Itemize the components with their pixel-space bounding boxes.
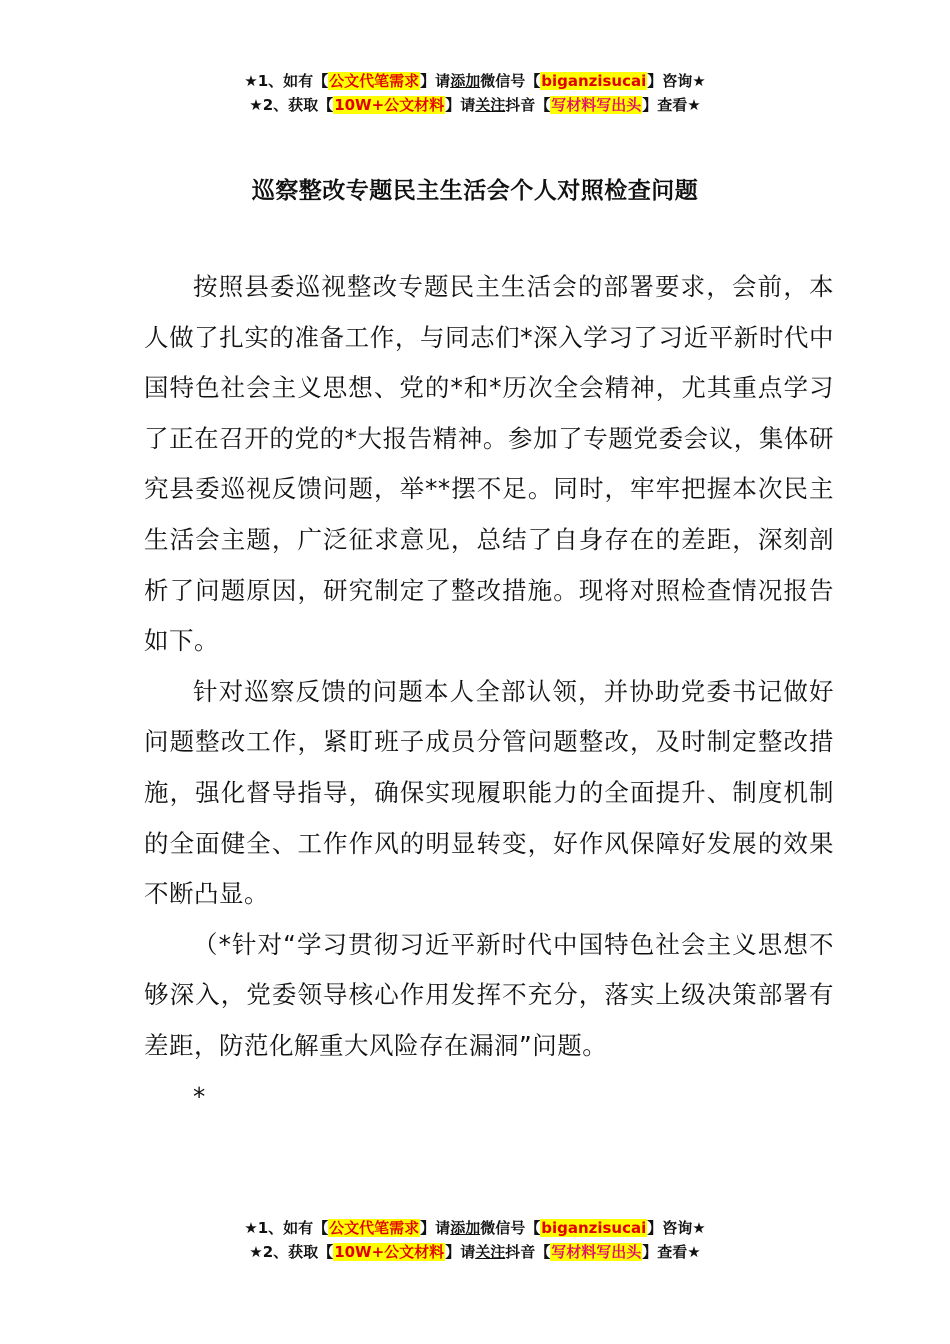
header-banner bbox=[0, 69, 950, 117]
banner-text: 】查看★ bbox=[642, 1243, 701, 1261]
banner-underline-follow: 关注 bbox=[475, 1243, 506, 1261]
banner-highlight-materials: 10W+公文材料 bbox=[334, 1243, 445, 1261]
banner-text: 】咨询★ bbox=[647, 72, 706, 90]
banner-highlight-douyin: 写材料写出头 bbox=[551, 1243, 642, 1261]
banner-text: 】请 bbox=[420, 1219, 451, 1237]
banner-underline-follow: 关注 bbox=[475, 96, 506, 114]
banner-text: 微信号【 bbox=[480, 1219, 541, 1237]
banner-text: ★1、如有【 bbox=[244, 72, 329, 90]
paragraph: 按照县委巡视整改专题民主生活会的部署要求，会前，本人做了扎实的准备工作，与同志们*深入学习了习近平新时代中国特色社会主义思想、党的*和*历次全会精神，尤其重点学习了正在召开的党的*大报告精神。参加了专题党委会议，集体研究县委巡视反馈问题，举**摆不足。同时，牢牢把握本次民主生活会主题，广泛征求意见，总结了自身存在的差距，深刻剖析了问题原因，研究制定了整改措施。现将对照检查情况报告如下。 bbox=[144, 272, 834, 656]
banner-highlight-service: 公文代笔需求 bbox=[329, 1219, 420, 1237]
banner-text: 抖音【 bbox=[505, 1243, 551, 1261]
paragraph: 针对巡察反馈的问题本人全部认领，并协助党委书记做好问题整改工作，紧盯班子成员分管问题整改，及时制定整改措施，强化督导指导，确保实现履职能力的全面提升、制度机制的全面健全、工作作风的明显转变，好作风保障好发展的效果不断凸显。 bbox=[144, 676, 834, 909]
banner-text: 】请 bbox=[445, 96, 476, 114]
banner-line-2 bbox=[0, 93, 950, 117]
banner-line-2 bbox=[0, 1240, 950, 1264]
banner-text: 】咨询★ bbox=[647, 1219, 706, 1237]
document-title: 巡察整改专题民主生活会个人对照检查问题 bbox=[251, 178, 699, 204]
banner-line-1 bbox=[0, 69, 950, 93]
paragraph: （*针对“学习贯彻习近平新时代中国特色社会主义思想不够深入，党委领导核心作用发挥不充分，落实上级决策部署有差距，防范化解重大风险存在漏洞”问题。 bbox=[144, 929, 834, 1060]
banner-underline-add: 添加 bbox=[450, 72, 481, 90]
banner-highlight-wechat-id: biganzisucai bbox=[541, 72, 647, 90]
banner-highlight-wechat-id: biganzisucai bbox=[541, 1219, 647, 1237]
banner-text: 微信号【 bbox=[480, 72, 541, 90]
footer-banner bbox=[0, 1216, 950, 1264]
banner-text: ★1、如有【 bbox=[244, 1219, 329, 1237]
banner-line-1 bbox=[0, 1216, 950, 1240]
banner-text: 】请 bbox=[420, 72, 451, 90]
banner-text: ★2、获取【 bbox=[249, 96, 334, 114]
banner-text: 抖音【 bbox=[505, 96, 551, 114]
banner-highlight-douyin: 写材料写出头 bbox=[551, 96, 642, 114]
banner-highlight-service: 公文代笔需求 bbox=[329, 72, 420, 90]
banner-text: ★2、获取【 bbox=[249, 1243, 334, 1261]
banner-underline-add: 添加 bbox=[450, 1219, 481, 1237]
banner-highlight-materials: 10W+公文材料 bbox=[334, 96, 445, 114]
banner-text: 】查看★ bbox=[642, 96, 701, 114]
banner-text: 】请 bbox=[445, 1243, 476, 1261]
document-body bbox=[144, 262, 834, 1122]
paragraph: * bbox=[193, 1081, 206, 1111]
